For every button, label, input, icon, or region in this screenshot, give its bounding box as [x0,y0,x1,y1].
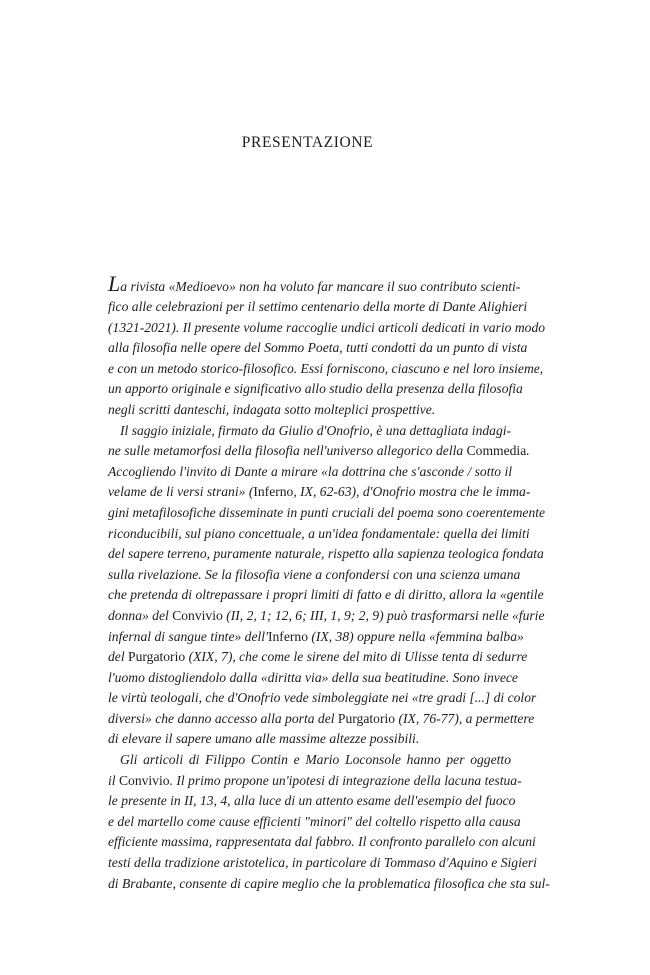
text-segment: fico alle celebrazioni per il settimo centenario della morte di Dante Alighieri [108,299,528,314]
text-segment: le virtù teologali, che d'Onofrio vede simboleggiate nei «tre gradi [...] di color [108,690,537,706]
text-segment: le presente in II, 13, 4, alla luce di un attento esame dell'esempio del fuoco [108,793,516,809]
text-line [108,271,521,297]
text-segment: Il saggio iniziale, firmato da Giulio d'Onofrio, è una dettagliata indagi- [120,422,512,438]
text-line [108,524,530,545]
text-segment: . [526,443,530,459]
work-title: Inferno [253,484,294,500]
chapter-heading: PRESENTAZIONE [241,134,374,151]
work-title: Inferno [267,628,308,644]
work-title: Purgatorio [128,649,186,665]
text-line [108,318,546,339]
text-line [108,441,530,462]
text-segment: di Brabante, consente di capire meglio che la problematica filosofica che sta sul- [108,875,550,891]
drop-cap-letter: L [108,271,121,296]
text-segment: Accogliendo l'invito di Dante a mirare «la dottrina che s'asconde / sotto il [108,463,513,479]
text-segment: del sapere terreno, puramente naturale, rispetto alla sapienza teologica fondata [108,546,544,562]
text-line [108,297,528,318]
text-segment: ne sulle metamorfosi della filosofia nell'universo allegorico della [108,443,467,459]
text-segment: infernal di sangue tinte» dell' [108,628,268,644]
text-segment: diversi» che danno accesso alla porta del [108,710,338,726]
text-line [108,709,535,730]
text-segment: efficiente massima, rappresentata dal fabbro. Il confronto parallelo con alcuni [108,834,536,850]
work-title: Purgatorio [337,710,396,726]
text-segment: e del martello come cause efficienti "minori" del coltello rispetto alla causa [108,813,521,829]
text-segment: di elevare il sapere umano alle massime altezze possibili. [108,731,420,747]
text-segment: Gli articoli di Filippo Contin e Mario Loconsole hanno per oggetto [120,752,511,768]
text-line [108,606,545,627]
text-line [108,874,550,895]
text-segment: che pretenda di oltrepassare i propri limiti di fatto e di diritto, allora la «gentile [108,587,544,603]
text-line [108,729,511,750]
text-line [108,688,537,709]
text-line [108,647,528,668]
work-title: Convivio [118,772,170,788]
text-line [108,750,511,771]
text-line [108,771,522,792]
body-text [108,271,550,894]
text-segment: negli scritti danteschi, indagata sotto molteplici prospettive. [108,401,436,417]
text-segment: riconducibili, sul piano concettuale, a un'idea fondamentale: quella dei limiti [108,525,530,541]
text-segment: del [108,649,129,665]
text-segment: (XIX, 7), che come le sirene del mito di Ulisse tenta di sedurre [185,649,528,665]
text-line [108,359,544,380]
text-line [108,338,528,359]
text-line [108,379,523,400]
text-segment: . Il primo propone un'ipotesi di integrazione della lacuna testua- [169,772,522,788]
text-segment: velame de li versi strani» ( [108,484,254,500]
text-line [108,482,531,503]
text-segment: , IX, 62-63), d'Onofrio mostra che le imma- [293,484,531,500]
text-line [108,400,511,421]
text-segment: testi della tradizione aristotelica, in particolare di Tommaso d'Aquino e Sigieri [108,855,537,871]
text-segment: il [108,772,119,788]
text-segment: (1321-2021). Il presente volume raccoglie undici articoli dedicati in vario modo [108,319,546,335]
text-line [108,421,511,442]
text-line [108,585,544,606]
text-segment: (IX, 38) oppure nella «femmina balba» [308,628,524,644]
text-line [108,853,537,874]
text-line [108,812,521,833]
work-title: Convivio [172,607,223,623]
text-segment: alla filosofia nelle opere del Sommo Poeta, tutti condotti da un punto di vista [108,340,528,356]
text-line [108,544,544,565]
text-line [108,832,536,853]
text-line [108,565,521,586]
text-segment: (IX, 76-77), a permettere [395,710,535,726]
text-line [108,627,524,648]
text-segment: a rivista «Medioevo» non ha voluto far mancare il suo contributo scienti- [120,279,521,294]
work-title: Commedia [466,443,527,459]
text-segment: e con un metodo storico-filosofico. Essi forniscono, ciascuno e nel loro insieme, [108,360,544,376]
text-line [108,791,516,812]
text-line [108,462,511,483]
text-segment: sulla rivelazione. Se la filosofia viene a confondersi con una scienza umana [108,566,521,582]
text-line [108,668,518,689]
text-segment: (II, 2, 1; 12, 6; III, 1, 9; 2, 9) può trasformarsi nelle «furie [222,607,545,623]
text-segment: l'uomo distogliendolo dalla «diritta via» della sua beatitudine. Sono invece [108,669,518,685]
text-segment: un apporto originale e significativo allo studio della presenza della filosofia [108,381,523,397]
text-segment: gini metafilosofiche disseminate in punti cruciali del poema sono coerentemente [108,504,546,520]
text-line [108,503,546,524]
text-segment: donna» del [108,607,173,623]
